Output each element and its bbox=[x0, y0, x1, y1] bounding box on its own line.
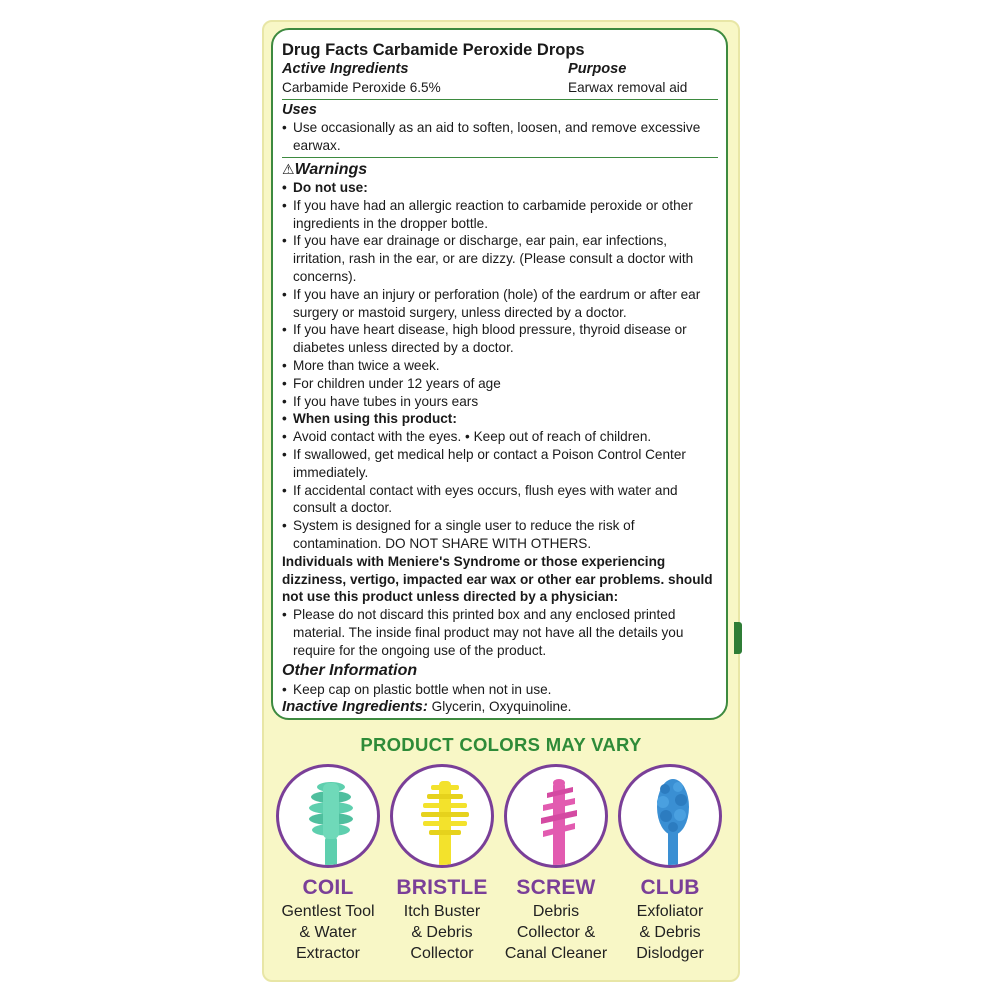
desc-line: Canal Cleaner bbox=[504, 945, 608, 962]
list-item: • System is designed for a single user to reduce the risk of contamination. DO NOT SHARE WITH OTHERS. bbox=[282, 517, 718, 553]
tool-name: CLUB bbox=[640, 876, 700, 899]
list-item: • If you have ear drainage or discharge, ear pain, ear infections, irritation, rash in the ear, or are dizzy. (Please consult a doctor with concerns). bbox=[282, 232, 718, 285]
active-header-row bbox=[282, 61, 718, 79]
purpose-label: Purpose bbox=[568, 61, 627, 77]
club-tip-icon bbox=[618, 764, 722, 868]
desc-line: Debris bbox=[532, 903, 580, 920]
list-item: • If you have had an allergic reaction to carbamide peroxide or other ingredients in the dropper bottle. bbox=[282, 197, 718, 233]
list-item: • If you have an injury or perforation (hole) of the eardrum or after ear surgery or mastoid surgery, unless directed by a doctor. bbox=[282, 286, 718, 322]
desc-line: Gentlest Tool bbox=[281, 903, 375, 920]
tool-name: BRISTLE bbox=[396, 876, 488, 899]
uses-label: Uses bbox=[282, 101, 317, 118]
desc-line: & Debris bbox=[411, 924, 473, 941]
list-item: • If you have tubes in yours ears bbox=[282, 393, 718, 411]
section-divider bbox=[282, 157, 718, 158]
active-ingredient-value: Carbamide Peroxide 6.5% bbox=[282, 79, 441, 95]
tool-coil bbox=[272, 764, 384, 964]
package-tab-edge bbox=[734, 622, 742, 654]
warnings-list bbox=[282, 179, 718, 553]
tool-name: SCREW bbox=[516, 876, 596, 899]
list-item: • Please do not discard this printed box and any enclosed printed material. The inside final product may not have all the details you require for the ongoing use of the product. bbox=[282, 606, 718, 659]
desc-line: & Debris bbox=[639, 924, 701, 941]
list-item: • If you have heart disease, high blood pressure, thyroid disease or diabetes unless directed by a doctor. bbox=[282, 321, 718, 357]
active-value-row bbox=[282, 79, 718, 97]
do-not-use-label: • Do not use: bbox=[282, 179, 718, 197]
coil-tip-icon bbox=[276, 764, 380, 868]
warnings-label: Warnings bbox=[294, 160, 368, 178]
inactive-ingredients bbox=[282, 698, 718, 716]
tool-club bbox=[614, 764, 726, 964]
list-item: • If swallowed, get medical help or contact a Poison Control Center immediately. bbox=[282, 446, 718, 482]
list-item: • For children under 12 years of age bbox=[282, 375, 718, 393]
desc-line: Itch Buster bbox=[403, 903, 481, 920]
drug-facts-panel bbox=[271, 28, 728, 720]
product-colors-heading: PRODUCT COLORS MAY VARY bbox=[360, 734, 642, 755]
inactive-ingredients-value: Glycerin, Oxyquinoline. bbox=[427, 699, 572, 715]
uses-list bbox=[282, 119, 718, 155]
tool-name: COIL bbox=[302, 876, 354, 899]
when-using-label: • When using this product: bbox=[282, 410, 718, 428]
inactive-ingredients-label: Inactive Ingredients: bbox=[282, 698, 428, 716]
purpose-value: Earwax removal aid bbox=[568, 79, 688, 95]
warning-triangle-icon: ⚠ bbox=[282, 160, 295, 177]
tool-description bbox=[614, 901, 726, 964]
drug-facts-title: Drug Facts Carbamide Peroxide Drops bbox=[282, 41, 585, 59]
desc-line: & Water bbox=[299, 924, 357, 941]
list-item: • If accidental contact with eyes occurs, flush eyes with water and consult a doctor. bbox=[282, 482, 718, 518]
other-information-label: Other Information bbox=[282, 661, 418, 679]
screw-tip-icon bbox=[504, 764, 608, 868]
list-item: • Avoid contact with the eyes. • Keep out of reach of children. bbox=[282, 428, 718, 446]
list-item: • More than twice a week. bbox=[282, 357, 718, 375]
tool-description bbox=[500, 901, 612, 964]
tool-bristle bbox=[386, 764, 498, 964]
desc-line: Extractor bbox=[295, 945, 360, 962]
section-divider bbox=[282, 99, 718, 100]
tool-screw bbox=[500, 764, 612, 964]
active-ingredients-label: Active Ingredients bbox=[282, 61, 409, 77]
desc-line: Collector bbox=[410, 945, 474, 962]
bristle-tip-icon bbox=[390, 764, 494, 868]
other-information-list bbox=[282, 681, 718, 699]
box-note-list bbox=[282, 606, 718, 659]
desc-line: Collector & bbox=[516, 924, 596, 941]
warnings-heading bbox=[282, 160, 718, 179]
tool-description bbox=[272, 901, 384, 964]
list-item: • Use occasionally as an aid to soften, loosen, and remove excessive earwax. bbox=[282, 119, 718, 155]
tool-description bbox=[386, 901, 498, 964]
desc-line: Dislodger bbox=[636, 945, 704, 962]
list-item: • Keep cap on plastic bottle when not in use. bbox=[282, 681, 718, 699]
desc-line: Exfoliator bbox=[636, 903, 704, 920]
meniere-note: Individuals with Meniere's Syndrome or those experiencing dizziness, vertigo, impacted ear wax or other ear problems. should not use this product unless directed by a physician: bbox=[282, 553, 713, 605]
